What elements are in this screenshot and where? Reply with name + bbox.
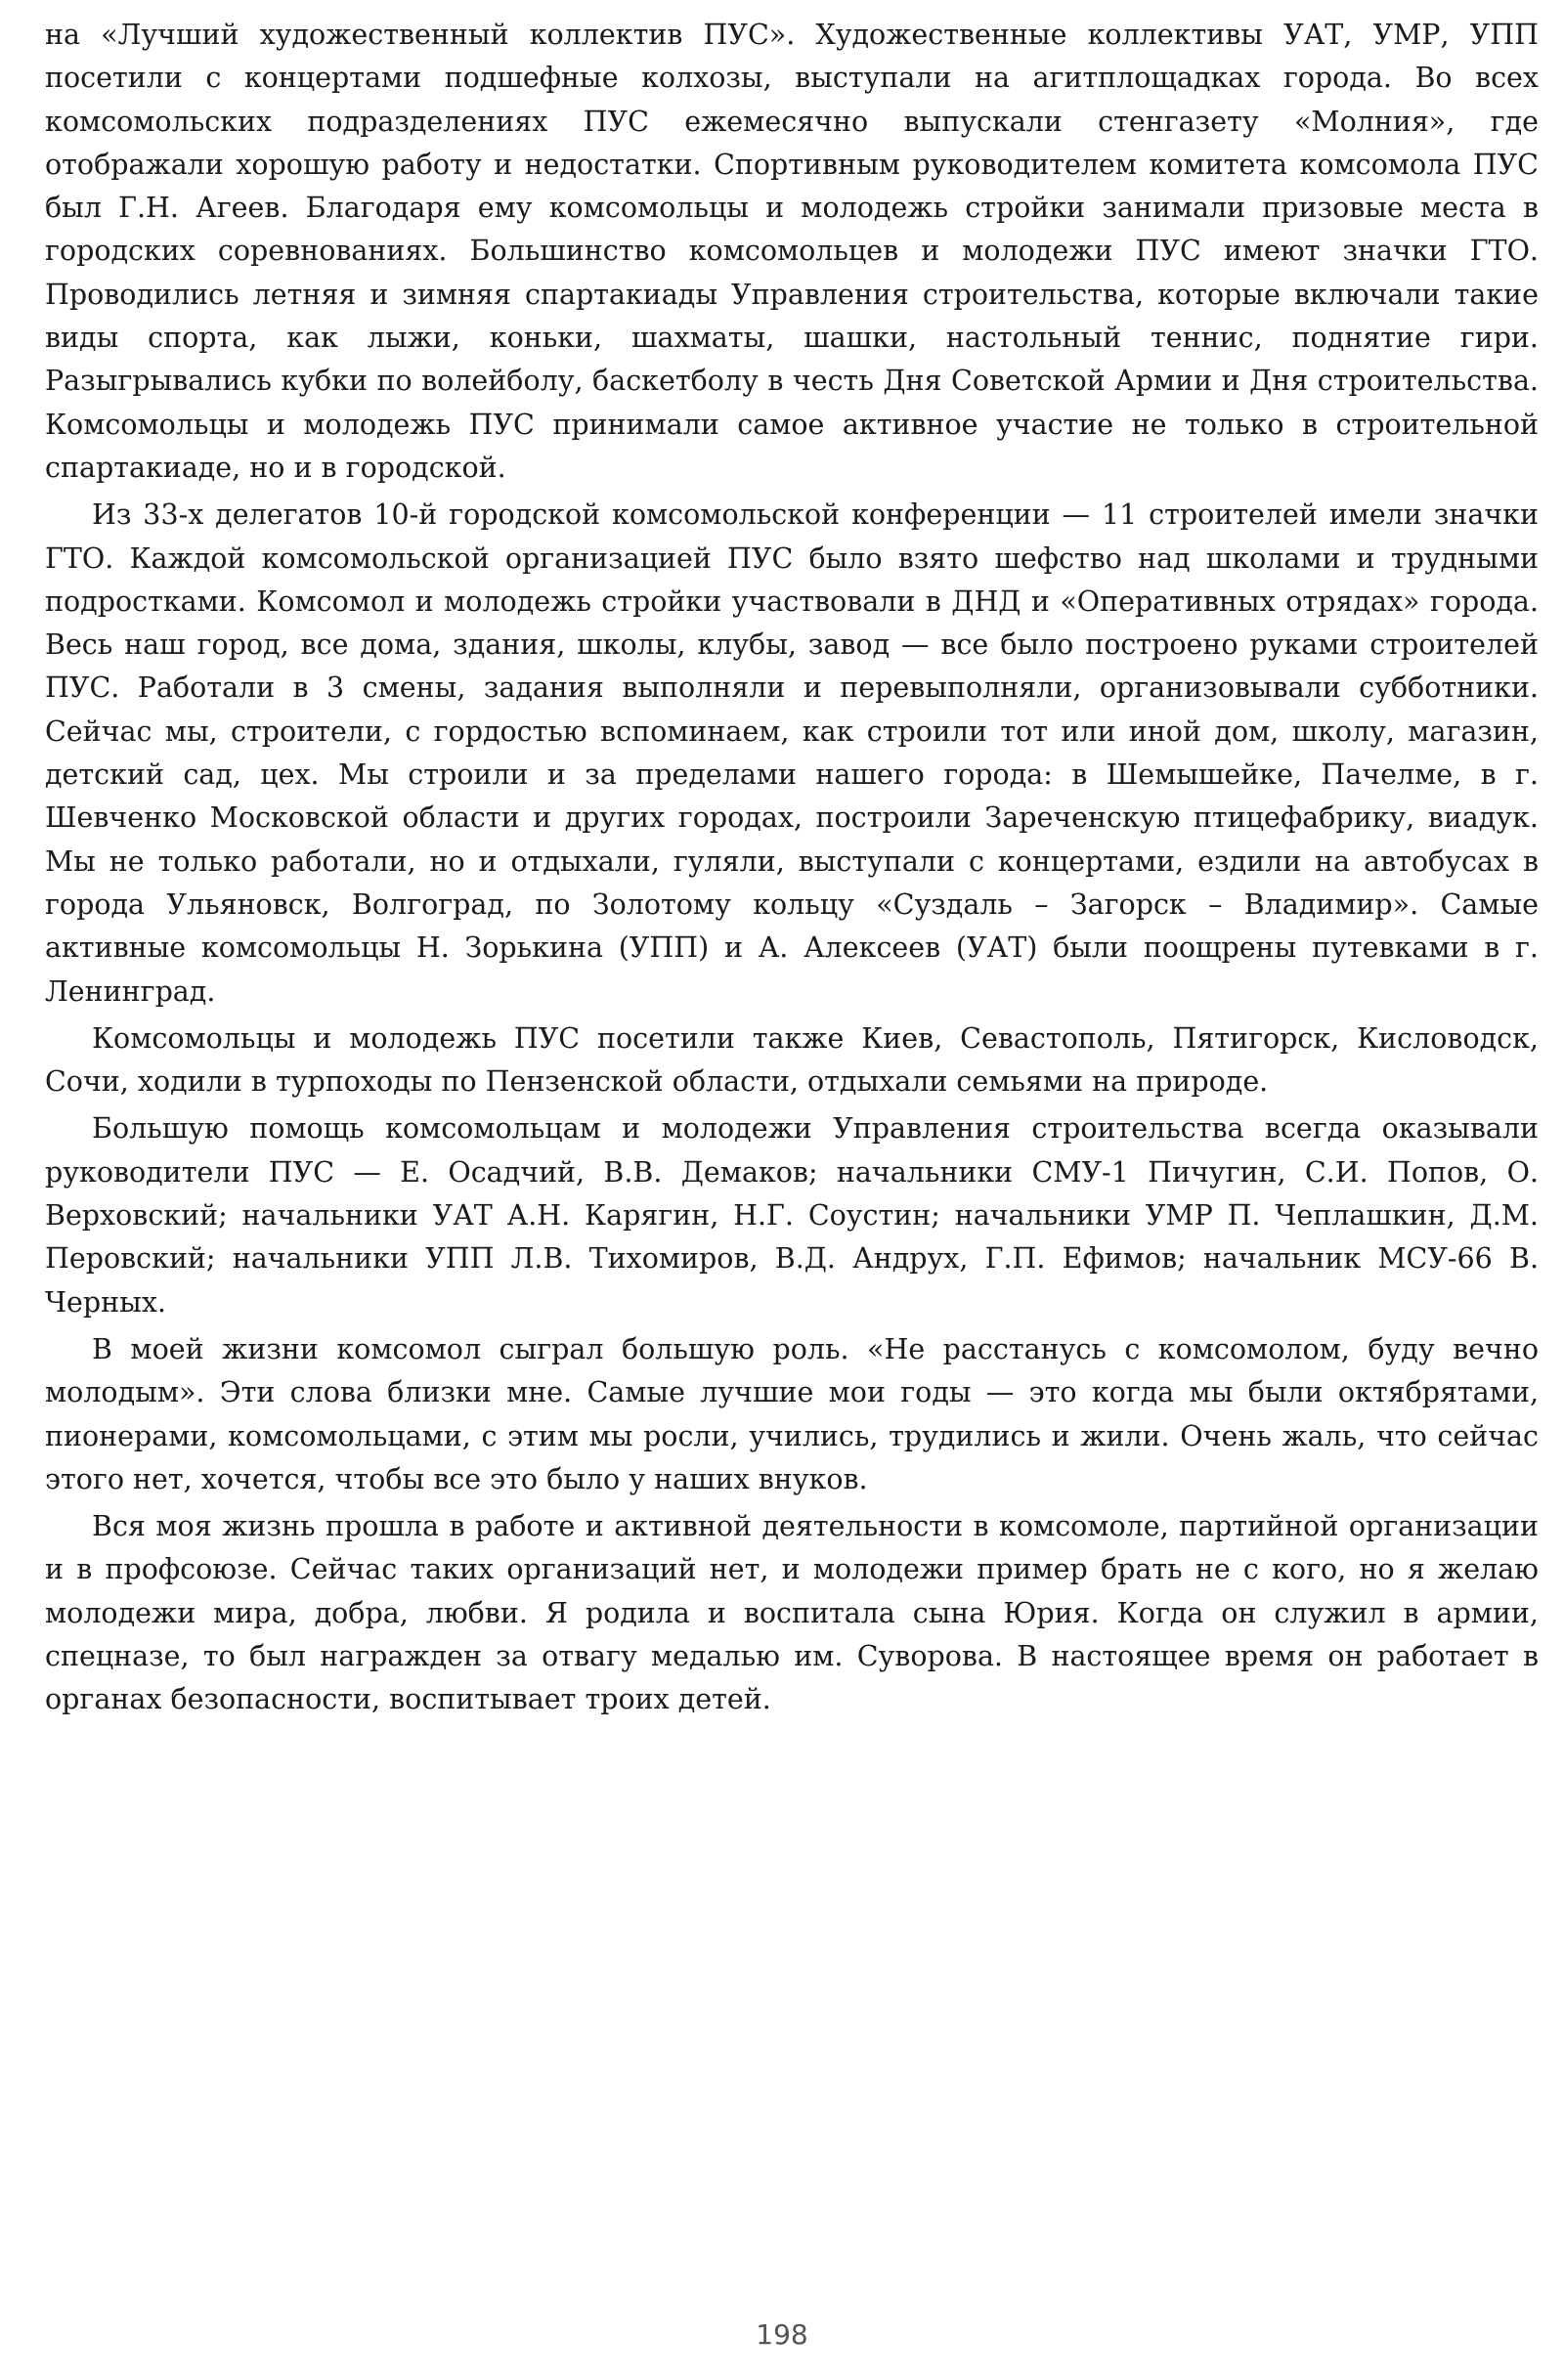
page-number: 198 <box>756 2318 808 2351</box>
paragraph-5: В моей жизни комсомол сыграл большую роль. «Не расстанусь с комсомолом, буду вечно молодым». Эти слова близки мне. Самые лучшие мои годы — это когда мы были октябрятами, пионерами, комсомольцами, с этим мы росли, учились, трудились и жили. Очень жаль, что сейчас этого нет, хочется, чтобы все это было у наших внуков. <box>45 1332 1539 1495</box>
paragraph-4: Большую помощь комсомольцам и молодежи Управления строительства всегда оказывали руководители ПУС — Е. Осадчий, В.В. Демаков; начальники СМУ-1 Пичугин, С.И. Попов, О. Верховский; начальники УАТ А.Н. Карягин, Н.Г. Соустин; начальники УМР П. Чеплашкин, Д.М. Перовский; начальники УПП Л.В. Тихомиров, В.Д. Андрух, Г.П. Ефимов; начальник МСУ-66 В. Черных. <box>45 1112 1539 1319</box>
paragraph-3: Комсомольцы и молодежь ПУС посетили также Киев, Севастополь, Пятигорск, Кисловодск, Сочи, ходили в турпоходы по Пензенской области, отдыхали семьями на природе. <box>45 1021 1539 1099</box>
paragraph-6: Вся моя жизнь прошла в работе и активной деятельности в комсомоле, партийной организации и в профсоюзе. Сейчас таких организаций нет, и молодежи пример брать не с кого, но я желаю молодежи мира, добра, любви. Я родила и воспитала сына Юрия. Когда он служил в армии, спецназе, то был награжден за отвагу медалью им. Суворова. В настоящее время он работает в органах безопасности, воспитывает троих детей. <box>45 1510 1539 1716</box>
paragraph-1: на «Лучший художественный коллектив ПУС». Художественные коллективы УАТ, УМР, УПП посетили с концертами подшефные колхозы, выступали на агитплощадках города. Во всех комсомольских подразделениях ПУС ежемесячно выпускали стенгазету «Молния», где отображали хорошую работу и недостатки. Спортивным руководителем комитета комсомола ПУС был Г.Н. Агеев. Благодаря ему комсомольцы и молодежь стройки занимали призовые места в городских соревнованиях. Большинство комсомольцев и молодежи ПУС имеют значки ГТО. Проводились летняя и зимняя спартакиады Управления строительства, которые включали такие виды спорта, как лыжи, коньки, шахматы, шашки, настольный теннис, поднятие гири. Разыгрывались кубки по волейболу, баскетболу в честь Дня Советской Армии и Дня строительства. Комсомольцы и молодежь ПУС принимали самое активное участие не только в строительной спартакиаде, но и в городской. <box>45 19 1539 484</box>
paragraph-2: Из 33-х делегатов 10-й городской комсомольской конференции — 11 строителей имели значки ГТО. Каждой комсомольской организацией ПУС было взято шефство над школами и трудными подростками. Комсомол и молодежь стройки участвовали в ДНД и «Оперативных отрядах» города. Весь наш город, все дома, здания, школы, клубы, завод — все было построено руками строителей ПУС. Работали в 3 смены, задания выполняли и перевыполняли, организовывали субботники. Сейчас мы, строители, с гордостью вспоминаем, как строили тот или иной дом, школу, магазин, детский сад, цех. Мы строили и за пределами нашего города: в Шемышейке, Пачелме, в г. Шевченко Московской области и других городах, построили Зареченскую птицефабрику, виадук. Мы не только работали, но и отдыхали, гуляли, выступали с концертами, ездили на автобусах в города Ульяновск, Волгоград, по Золотому кольцу «Суздаль – Загорск – Владимир». Самые активные комсомольцы Н. Зорькина (УПП) и А. Алексеев (УАТ) были поощрены путевками в г. Ленинград. <box>45 498 1539 1008</box>
document-page <box>45 14 1539 1726</box>
